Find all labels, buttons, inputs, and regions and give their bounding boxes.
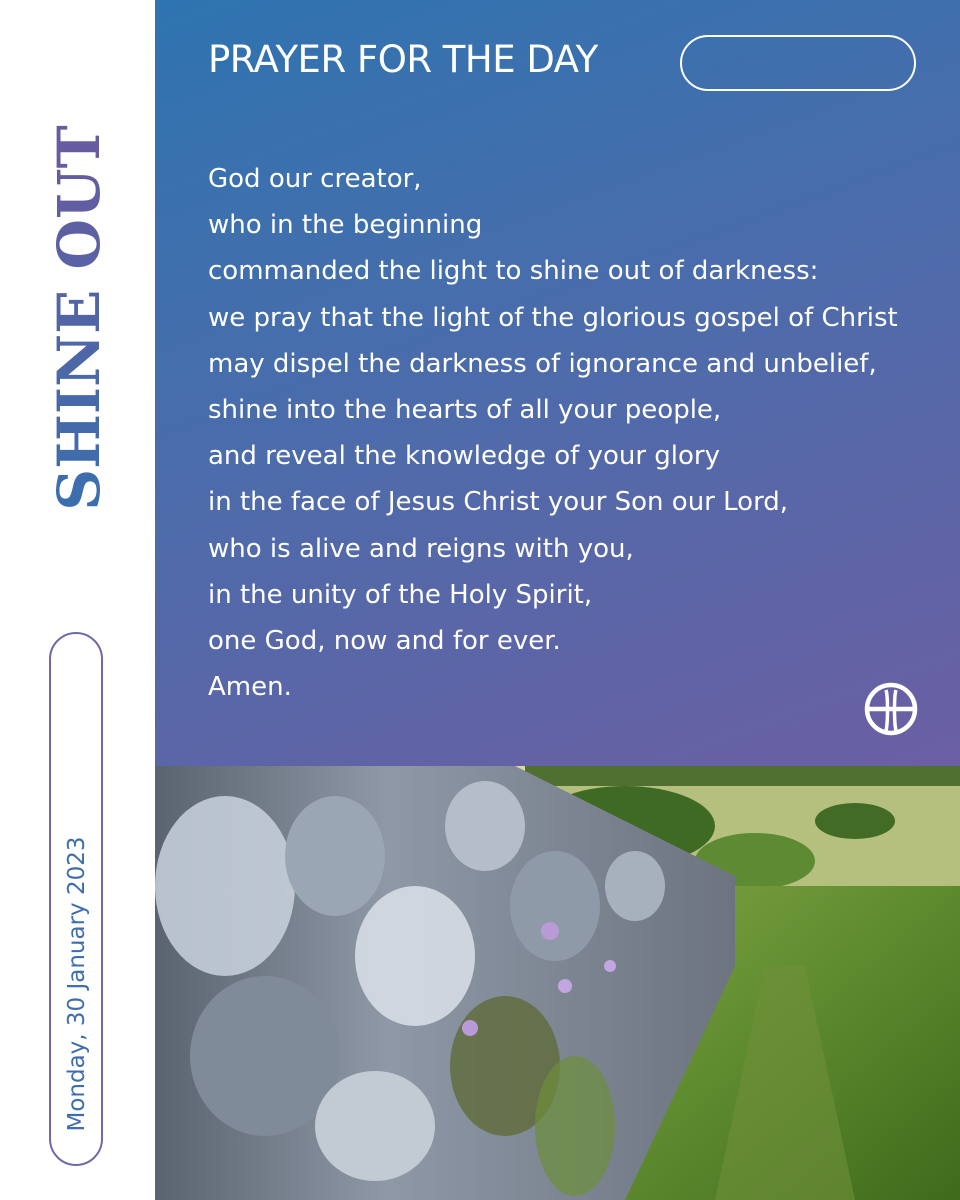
prayer-panel bbox=[155, 0, 960, 766]
prayer-line: Amen. bbox=[208, 672, 292, 703]
prayer-line: may dispel the darkness of ignorance and unbelief, bbox=[208, 348, 877, 379]
prayer-line: in the unity of the Holy Spirit, bbox=[208, 579, 593, 610]
brand-title: SHINE OUT bbox=[45, 125, 113, 511]
prayer-line: one God, now and for ever. bbox=[208, 626, 561, 657]
prayer-line: in the face of Jesus Christ your Son our Lord, bbox=[208, 487, 789, 518]
date-label: Monday, 30 January 2023 bbox=[64, 836, 90, 1132]
prayer-line: commanded the light to shine out of darkness: bbox=[208, 256, 819, 287]
title-pill bbox=[680, 35, 916, 91]
prayer-line: God our creator, bbox=[208, 164, 422, 194]
prayer-line: shine into the hearts of all your people, bbox=[208, 395, 722, 426]
prayer-text bbox=[208, 156, 953, 710]
prayer-line: we pray that the light of the glorious gospel of Christ bbox=[208, 302, 898, 333]
landscape-photo bbox=[155, 766, 960, 1200]
prayer-line: who in the beginning bbox=[208, 210, 483, 241]
page-title: PRAYER FOR THE DAY bbox=[208, 38, 598, 81]
prayer-line: who is alive and reigns with you, bbox=[208, 533, 634, 564]
prayer-line: and reveal the knowledge of your glory bbox=[208, 441, 720, 472]
sidebar bbox=[0, 0, 155, 1200]
church-of-england-logo-icon bbox=[863, 681, 919, 737]
